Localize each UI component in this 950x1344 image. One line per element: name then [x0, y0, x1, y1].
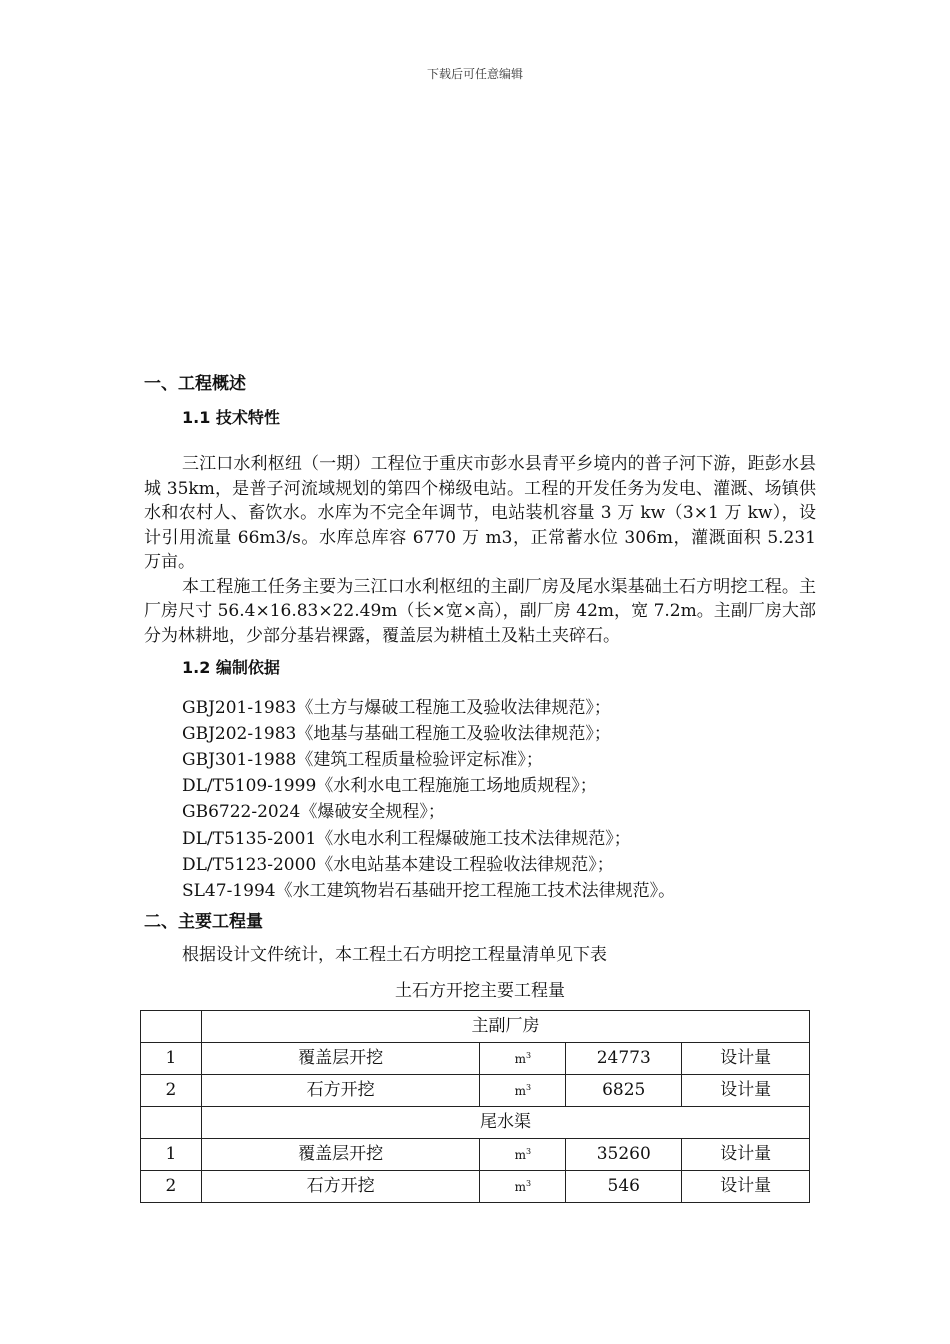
- table-intro: 根据设计文件统计，本工程土石方明挖工程量清单见下表: [182, 944, 607, 965]
- reference-item: SL47-1994《水工建筑物岩石基础开挖工程施工技术法律规范》。: [182, 880, 676, 901]
- paragraph-1: 三江口水利枢纽（一期）工程位于重庆市彭水县青平乡境内的普子河下游，距彭水县城 35km，是普子河流域规划的第四个梯级电站。工程的开发任务为发电、灌溉、场镇供水和农村人、畜饮水。水库为不完全年调节，电站装机容量 3 万 kw（3×1 万 kw），设计引用流量 66m3/s。水库总库容 6770 万 m3，正常蓄水位 306m，灌溉面积 5.231 万亩。: [144, 454, 816, 572]
- row-number: 1: [141, 1138, 202, 1170]
- section-1-title: 一、工程概述: [144, 374, 246, 394]
- table-cell: [141, 1010, 202, 1042]
- item-name: 覆盖层开挖: [201, 1138, 480, 1170]
- group-name: 尾水渠: [201, 1106, 809, 1138]
- table-row: [141, 1074, 810, 1106]
- reference-list: [144, 695, 816, 905]
- table-group-row: [141, 1106, 810, 1138]
- page-header: 下载后可任意编辑: [426, 67, 523, 81]
- quantity-table: [140, 1010, 810, 1203]
- table-title: 土石方开挖主要工程量: [395, 981, 565, 1002]
- reference-item: GBJ301-1988《建筑工程质量检验评定标准》；: [182, 749, 543, 770]
- reference-item: DL/T5109-1999《水利水电工程施施工场地质规程》；: [182, 776, 597, 797]
- row-number: 2: [141, 1170, 202, 1202]
- reference-item: GBJ201-1983《土方与爆破工程施工及验收法律规范》；: [182, 697, 611, 718]
- row-number: 1: [141, 1042, 202, 1074]
- section-1-2-title: 1.2 编制依据: [182, 658, 280, 677]
- reference-item: DL/T5135-2001《水电水利工程爆破施工技术法律规范》；: [182, 828, 631, 849]
- quantity: 35260: [566, 1138, 682, 1170]
- reference-item: GB6722-2024《爆破安全规程》；: [182, 802, 445, 823]
- unit-cell: $m^3$: [480, 1074, 566, 1106]
- table-group-row: [141, 1010, 810, 1042]
- reference-item: DL/T5123-2000《水电站基本建设工程验收法律规范》；: [182, 854, 614, 875]
- note: 设计量: [682, 1042, 810, 1074]
- item-name: 覆盖层开挖: [201, 1042, 480, 1074]
- unit-cell: $m^3$: [480, 1042, 566, 1074]
- table-row: [141, 1170, 810, 1202]
- note: 设计量: [682, 1074, 810, 1106]
- quantity: 546: [566, 1170, 682, 1202]
- reference-item: GBJ202-1983《地基与基础工程施工及验收法律规范》；: [182, 723, 611, 744]
- section-2-title: 二、主要工程量: [144, 912, 263, 933]
- group-name: 主副厂房: [201, 1010, 809, 1042]
- quantity: 6825: [566, 1074, 682, 1106]
- document-body: [144, 372, 816, 1203]
- row-number: 2: [141, 1074, 202, 1106]
- section-1-1-title: 1.1 技术特性: [182, 407, 280, 427]
- table-row: [141, 1042, 810, 1074]
- item-name: 石方开挖: [201, 1170, 480, 1202]
- quantity: 24773: [566, 1042, 682, 1074]
- note: 设计量: [682, 1170, 810, 1202]
- table-row: [141, 1138, 810, 1170]
- note: 设计量: [682, 1138, 810, 1170]
- unit-cell: $m^3$: [480, 1138, 566, 1170]
- paragraph-2: 本工程施工任务主要为三江口水利枢纽的主副厂房及尾水渠基础土石方明挖工程。主厂房尺寸 56.4×16.83×22.49m（长×宽×高），副厂房 42m，宽 7.2m。主副厂房大部分为林耕地，少部分基岩裸露，覆盖层为耕植土及粘土夹碎石。: [144, 576, 816, 646]
- item-name: 石方开挖: [201, 1074, 480, 1106]
- table-cell: [141, 1106, 202, 1138]
- unit-cell: $m^3$: [480, 1170, 566, 1202]
